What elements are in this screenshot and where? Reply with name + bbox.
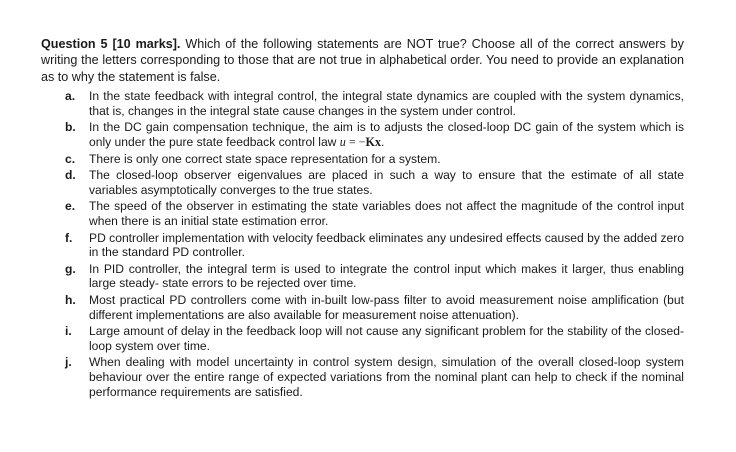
statement-text: PD controller implementation with velocity feedback eliminates any undesired effects caused by the added zero in the standard PD controller.: [89, 230, 684, 260]
question-instructions: Which of the following statements are NOT true? Choose all of the correct answers by writing the letters corresponding to those that are not true in alphabetical order. You need to provide an explanation as to why the statement is false.: [41, 37, 684, 84]
statement-i: [41, 324, 684, 353]
statement-text: Large amount of delay in the feedback loop will not cause any significant problem for the stability of the closed-loop system over time.: [89, 324, 684, 353]
statement-text: Most practical PD controllers come with in-built low-pass filter to avoid measurement noise amplification (but different implementations are also available for measurement noise attenuation).: [89, 292, 684, 322]
statement-letter: e.: [65, 199, 76, 214]
statement-d: [41, 168, 684, 197]
statement-text: In PID controller, the integral term is used to integrate the control input which makes it larger, thus enabling large steady- state errors to be rejected over time.: [89, 261, 684, 291]
question-document: [41, 36, 684, 401]
statement-b: [41, 120, 684, 149]
control-law-period: .: [381, 135, 385, 149]
control-law-equals: = −: [345, 135, 366, 149]
statement-text: The speed of the observer in estimating the state variables does not affect the magnitude of the control input when there is an initial state estimation error.: [89, 199, 684, 228]
statement-text: There is only one correct state space representation for a system.: [89, 151, 441, 166]
statement-f: [41, 231, 684, 260]
statement-letter: b.: [65, 120, 76, 135]
question-intro: [41, 36, 684, 85]
statement-c: [41, 152, 684, 167]
statement-j: [41, 355, 684, 399]
statement-letter: c.: [65, 151, 76, 166]
statement-text: The closed-loop observer eigenvalues are placed in such a way to ensure that the estimate of all state variables asymptotically converges to the true states.: [89, 168, 684, 197]
statement-text: In the DC gain compensation technique, the aim is to adjusts the closed-loop DC gain of the system which is only under the pure state feedback control law: [89, 120, 684, 149]
statement-text: When dealing with model uncertainty in control system design, simulation of the overall closed-loop system behaviour over the entire range of expected variations from the nominal plant can help to check if the nominal performance requirements are satisfied.: [89, 355, 684, 399]
statement-letter: h.: [65, 292, 76, 307]
statement-letter: f.: [65, 230, 73, 245]
statement-letter: d.: [65, 168, 76, 183]
control-law-gain: Kx: [365, 135, 381, 149]
statement-letter: i.: [65, 324, 72, 339]
statement-g: [41, 262, 684, 291]
statement-letter: g.: [65, 261, 76, 276]
statement-letter: j.: [65, 355, 72, 370]
statement-list: [41, 89, 684, 399]
statement-e: [41, 199, 684, 228]
statement-h: [41, 293, 684, 322]
control-law-variable: u: [339, 135, 346, 149]
question-heading: Question 5 [10 marks].: [41, 37, 181, 51]
statement-letter: a.: [65, 89, 76, 104]
statement-text: In the state feedback with integral control, the integral state dynamics are coupled with the system dynamics, that is, changes in the integral state cause changes in the system under control.: [89, 89, 684, 118]
statement-a: [41, 89, 684, 118]
